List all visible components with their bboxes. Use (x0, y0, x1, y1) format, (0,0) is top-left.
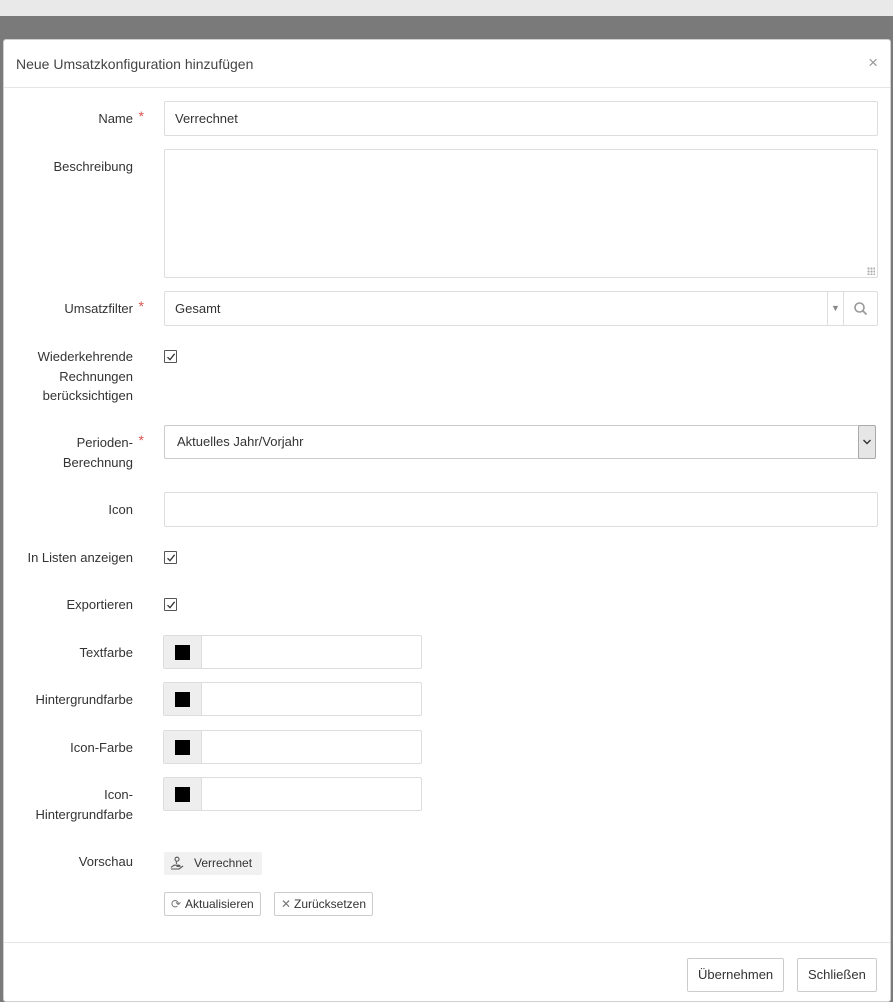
dialog-title: Neue Umsatzkonfiguration hinzufügen (16, 56, 254, 72)
text-color-label: Textfarbe (79, 645, 133, 660)
dialog-footer (4, 942, 890, 1002)
add-revenue-config-dialog (3, 39, 891, 1002)
icon-bg-label-line-1: Icon- (104, 787, 133, 802)
page-background-top (0, 0, 893, 16)
icon-bg-label-line-2: Hintergrundfarbe (35, 806, 133, 822)
recurring-label-line-3: berücksichtigen (42, 388, 133, 403)
recurring-invoices-checkbox[interactable] (164, 350, 177, 363)
close-icon: ✕ (281, 897, 292, 911)
color-swatch (175, 645, 190, 660)
chevron-down-icon (859, 426, 875, 458)
checkmark-icon (166, 600, 176, 610)
apply-button[interactable]: Übernehmen (687, 958, 784, 992)
required-marker: * (138, 298, 144, 314)
show-in-lists-label: In Listen anzeigen (27, 550, 133, 565)
refresh-button-label: Aktualisieren (185, 897, 254, 911)
color-swatch-button[interactable] (164, 731, 202, 763)
revenue-filter-value: Gesamt (175, 301, 221, 316)
icon-label: Icon (108, 502, 133, 517)
name-input[interactable]: Verrechnet (164, 101, 878, 136)
icon-color-label: Icon-Farbe (70, 740, 133, 755)
color-swatch-button[interactable] (164, 778, 202, 810)
background-color-label: Hintergrundfarbe (35, 692, 133, 707)
export-label: Exportieren (66, 597, 133, 612)
color-swatch-button[interactable] (164, 636, 202, 668)
search-button[interactable] (843, 292, 877, 325)
period-calculation-select[interactable] (164, 425, 876, 459)
preview-text: Verrechnet (194, 856, 253, 870)
color-swatch (175, 692, 190, 707)
color-swatch-button[interactable] (164, 683, 202, 715)
resize-handle-icon[interactable] (867, 267, 875, 275)
revenue-filter-combobox[interactable] (164, 291, 878, 326)
description-textarea[interactable] (164, 149, 878, 278)
recurring-label-line-1: Wiederkehrende (37, 349, 133, 364)
refresh-button[interactable] (164, 892, 261, 916)
close-icon[interactable]: × (868, 53, 878, 72)
select-dropdown-button[interactable] (858, 425, 876, 459)
recurring-invoices-label (38, 347, 133, 406)
checkmark-icon (166, 352, 176, 362)
icon-background-color-label (35, 785, 133, 824)
checkmark-icon (166, 553, 176, 563)
period-calculation-label (63, 433, 133, 472)
description-label: Beschreibung (53, 159, 133, 174)
required-marker: * (138, 108, 144, 124)
reset-button-label: Zurücksetzen (294, 897, 367, 911)
icon-color-picker[interactable] (163, 730, 422, 764)
icon-input[interactable] (164, 492, 878, 527)
search-icon (844, 292, 878, 325)
name-label: Name (98, 111, 133, 126)
period-selected-value: Aktuelles Jahr/Vorjahr (177, 434, 304, 449)
period-label-line-2: Berechnung (62, 454, 133, 470)
preview-label: Vorschau (78, 854, 133, 869)
preview-badge (164, 852, 262, 875)
reset-button[interactable] (274, 892, 373, 916)
chevron-down-icon[interactable]: ▼ (827, 292, 843, 325)
refresh-icon: ⟳ (171, 897, 182, 911)
show-in-lists-checkbox[interactable] (164, 551, 177, 564)
recurring-label-line-2: Rechnungen (59, 368, 133, 384)
required-marker: * (138, 432, 144, 448)
close-button[interactable]: Schließen (797, 958, 877, 992)
period-label-line-1: Perioden- (76, 435, 133, 450)
export-checkbox[interactable] (164, 598, 177, 611)
text-color-picker[interactable] (163, 635, 422, 669)
revenue-filter-label: Umsatzfilter (64, 301, 133, 316)
icon-background-color-picker[interactable] (163, 777, 422, 811)
background-color-picker[interactable] (163, 682, 422, 716)
hand-coin-icon (170, 856, 184, 870)
color-swatch (175, 740, 190, 755)
dialog-header (4, 40, 890, 88)
color-swatch (175, 787, 190, 802)
